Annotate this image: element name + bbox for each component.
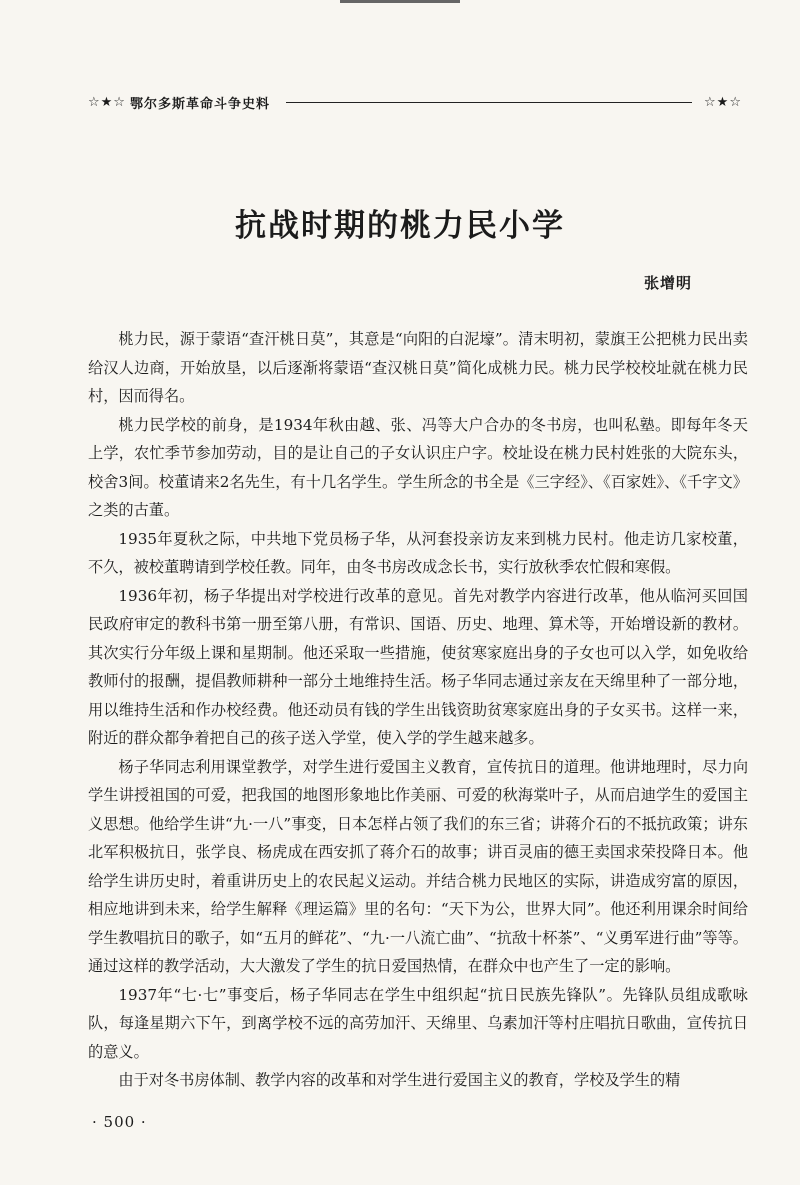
paragraph: 桃力民学校的前身，是1934年秋由越、张、冯等大户合办的冬书房，也叫私塾。即每年冬天上学，农忙季节参加劳动，目的是让自己的子女认识庄户字。校址设在桃力民村姓张的大院东头，校舍3间。校董请来2名先生，有十几名学生。学生所念的书全是《三字经》、《百家姓》、《千字文》之类的古董。 [88, 415, 748, 519]
article-title: 抗战时期的桃力民小学 [235, 208, 565, 244]
article-body [88, 325, 748, 1095]
scan-edge-mark [340, 0, 460, 3]
running-header [88, 88, 742, 116]
stars-ornament-right: ☆★☆ [704, 94, 742, 110]
paragraph: 由于对冬书房体制、教学内容的改革和对学生进行爱国主义的教育，学校及学生的精 [118, 1071, 681, 1089]
article-author: 张增明 [643, 274, 692, 292]
header-rule [286, 102, 692, 103]
series-title: 鄂尔多斯革命斗争史料 [129, 96, 270, 112]
paragraph: 1937年“七·七”事变后，杨子华同志在学生中组织起“抗日民族先锋队”。先锋队员组成歌咏队，每逢星期六下午，到离学校不远的高劳加汗、天绵里、乌素加汗等村庄唱抗日歌曲，宣传抗日的意义。 [88, 985, 748, 1061]
paragraph: 桃力民，源于蒙语“查汗桃日莫”，其意是“向阳的白泥壕”。清末明初，蒙旗王公把桃力民出卖给汉人边商，开始放垦，以后逐渐将蒙语“查汉桃日莫”简化成桃力民。桃力民学校校址就在桃力民村，因而得名。 [88, 330, 748, 405]
paragraph: 1935年夏秋之际，中共地下党员杨子华，从河套投亲访友来到桃力民村。他走访几家校董，不久，被校董聘请到学校任教。同年，由冬书房改成念长书，实行放秋季农忙假和寒假。 [88, 529, 748, 576]
paragraph: 1936年初，杨子华提出对学校进行改革的意见。首先对教学内容进行改革，他从临河买回国民政府审定的教科书第一册至第八册，有常识、国语、历史、地理、算术等，开始增设新的教材。其次实行分年级上课和星期制。他还采取一些措施，使贫寒家庭出身的子女也可以入学，如免收给教师付的报酬，提倡教师耕种一部分土地维持生活。杨子华同志通过亲友在天绵里种了一部分地，用以维持生活和作办校经费。他还动员有钱的学生出钱资助贫寒家庭出身的子女买书。这样一来，附近的群众都争着把自己的孩子送入学堂，使入学的学生越来越多。 [88, 586, 748, 747]
paragraph: 杨子华同志利用课堂教学，对学生进行爱国主义教育，宣传抗日的道理。他讲地理时，尽力向学生讲授祖国的可爱，把我国的地图形象地比作美丽、可爱的秋海棠叶子，从而启迪学生的爱国主义思想。他给学生讲“九·一八”事变，日本怎样占领了我们的东三省；讲蒋介石的不抵抗政策；讲东北军积极抗日，张学良、杨虎成在西安抓了蒋介石的故事；讲百灵庙的德王卖国求荣投降日本。他给学生讲历史时，着重讲历史上的农民起义运动。并结合桃力民地区的实际，讲造成穷富的原因，相应地讲到未来，给学生解释《理运篇》里的名句：“天下为公，世界大同”。他还利用课余时间给学生教唱抗日的歌子，如“五月的鲜花”、“九·一八流亡曲”、“抗敌十杯茶”、“义勇军进行曲”等等。通过这样的教学活动，大大激发了学生的抗日爱国热情，在群众中也产生了一定的影响。 [88, 757, 748, 975]
stars-ornament-left: ☆★☆ [88, 94, 126, 110]
page-number: · 500 · [92, 1113, 147, 1131]
